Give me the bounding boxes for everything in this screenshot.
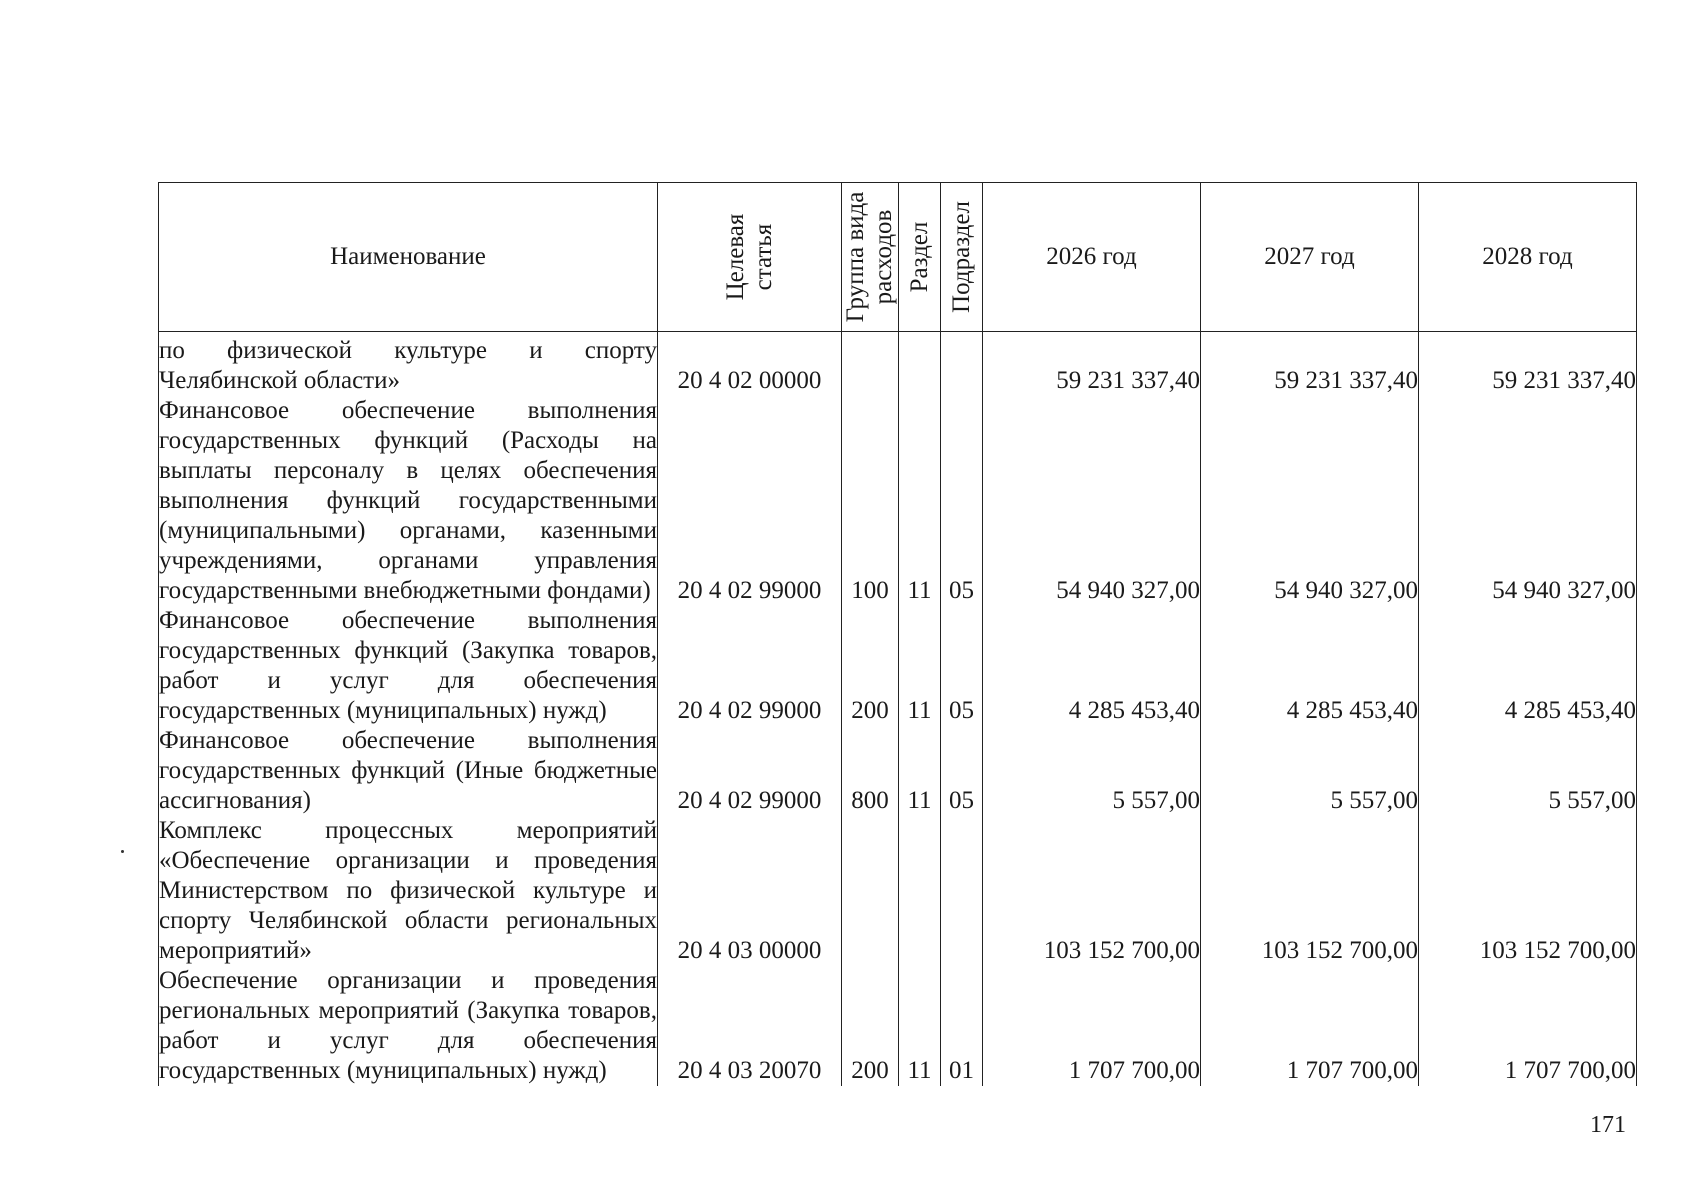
header-year-2026: 2026 год bbox=[983, 183, 1201, 332]
table-body bbox=[159, 332, 1637, 1087]
row-amount-2028: 59 231 337,40 bbox=[1419, 332, 1637, 397]
header-target-article-label: Целевая статья bbox=[721, 213, 777, 301]
header-subsection bbox=[941, 183, 983, 332]
row-amount-2028: 5 557,00 bbox=[1419, 726, 1637, 816]
row-section: 11 bbox=[899, 726, 941, 816]
row-subsection bbox=[941, 332, 983, 397]
row-amount-2027: 59 231 337,40 bbox=[1201, 332, 1419, 397]
row-amount-2026: 54 940 327,00 bbox=[983, 396, 1201, 606]
row-subsection: 01 bbox=[941, 966, 983, 1086]
table-row bbox=[159, 606, 1637, 726]
row-name: Финансовое обеспечение выполнения государственных функций (Расходы на выплаты персоналу в целях обеспечения выполнения функций государственными (муниципальными) органами, казенными учреждениями, органами управления государственными внебюджетными фондами) bbox=[159, 397, 657, 604]
row-name: Финансовое обеспечение выполнения государственных функций (Иные бюджетные ассигнования) bbox=[159, 727, 657, 814]
table-row bbox=[159, 966, 1637, 1086]
row-amount-2027: 5 557,00 bbox=[1201, 726, 1419, 816]
row-amount-2026: 59 231 337,40 bbox=[983, 332, 1201, 397]
row-section bbox=[899, 332, 941, 397]
row-subsection: 05 bbox=[941, 606, 983, 726]
header-section bbox=[899, 183, 941, 332]
row-target-article: 20 4 02 99000 bbox=[658, 726, 842, 816]
row-expense-group: 800 bbox=[842, 726, 899, 816]
header-section-label: Раздел bbox=[905, 221, 933, 293]
row-name: Финансовое обеспечение выполнения государственных функций (Закупка товаров, работ и услуг для обеспечения государственных (муниципальных) нужд) bbox=[159, 607, 657, 724]
header-expense-group bbox=[842, 183, 899, 332]
row-name: по физической культуре и спорту Челябинской области» bbox=[159, 332, 658, 397]
row-name: Обеспечение организации и проведения региональных мероприятий (Закупка товаров, работ и услуг для обеспечения государственных (муниципальных) нужд) bbox=[159, 967, 657, 1084]
row-subsection: 05 bbox=[941, 726, 983, 816]
row-target-article: 20 4 03 20070 bbox=[658, 966, 842, 1086]
row-section bbox=[899, 816, 941, 966]
header-year-2027: 2027 год bbox=[1201, 183, 1419, 332]
scan-dot bbox=[121, 850, 124, 853]
row-subsection bbox=[941, 816, 983, 966]
row-amount-2028: 54 940 327,00 bbox=[1419, 396, 1637, 606]
row-amount-2027: 4 285 453,40 bbox=[1201, 606, 1419, 726]
row-target-article: 20 4 03 00000 bbox=[658, 816, 842, 966]
row-amount-2027: 103 152 700,00 bbox=[1201, 816, 1419, 966]
header-target-article bbox=[658, 183, 842, 332]
row-target-article: 20 4 02 00000 bbox=[658, 332, 842, 397]
row-target-article: 20 4 02 99000 bbox=[658, 396, 842, 606]
row-expense-group: 200 bbox=[842, 606, 899, 726]
header-name: Наименование bbox=[159, 183, 658, 332]
row-expense-group bbox=[842, 816, 899, 966]
table-row bbox=[159, 816, 1637, 966]
header-expense-group-label: Группа вида расходов bbox=[842, 191, 897, 323]
row-amount-2026: 1 707 700,00 bbox=[983, 966, 1201, 1086]
budget-table bbox=[158, 182, 1637, 1086]
row-amount-2028: 4 285 453,40 bbox=[1419, 606, 1637, 726]
row-amount-2027: 1 707 700,00 bbox=[1201, 966, 1419, 1086]
table-row bbox=[159, 332, 1637, 397]
header-year-2028: 2028 год bbox=[1419, 183, 1637, 332]
row-subsection: 05 bbox=[941, 396, 983, 606]
row-name: Комплекс процессных мероприятий «Обеспечение организации и проведения Министерством по физической культуре и спорту Челябинской области региональных мероприятий» bbox=[159, 817, 657, 964]
table-row bbox=[159, 396, 1637, 606]
row-amount-2028: 103 152 700,00 bbox=[1419, 816, 1637, 966]
row-target-article: 20 4 02 99000 bbox=[658, 606, 842, 726]
header-subsection-label: Подраздел bbox=[947, 201, 975, 313]
row-expense-group: 200 bbox=[842, 966, 899, 1086]
table-row bbox=[159, 726, 1637, 816]
row-section: 11 bbox=[899, 966, 941, 1086]
row-section: 11 bbox=[899, 396, 941, 606]
row-amount-2026: 4 285 453,40 bbox=[983, 606, 1201, 726]
page-number: 171 bbox=[1590, 1112, 1626, 1138]
row-amount-2028: 1 707 700,00 bbox=[1419, 966, 1637, 1086]
row-amount-2026: 103 152 700,00 bbox=[983, 816, 1201, 966]
row-expense-group bbox=[842, 332, 899, 397]
table-header bbox=[159, 183, 1637, 332]
row-section: 11 bbox=[899, 606, 941, 726]
row-amount-2026: 5 557,00 bbox=[983, 726, 1201, 816]
row-amount-2027: 54 940 327,00 bbox=[1201, 396, 1419, 606]
row-expense-group: 100 bbox=[842, 396, 899, 606]
